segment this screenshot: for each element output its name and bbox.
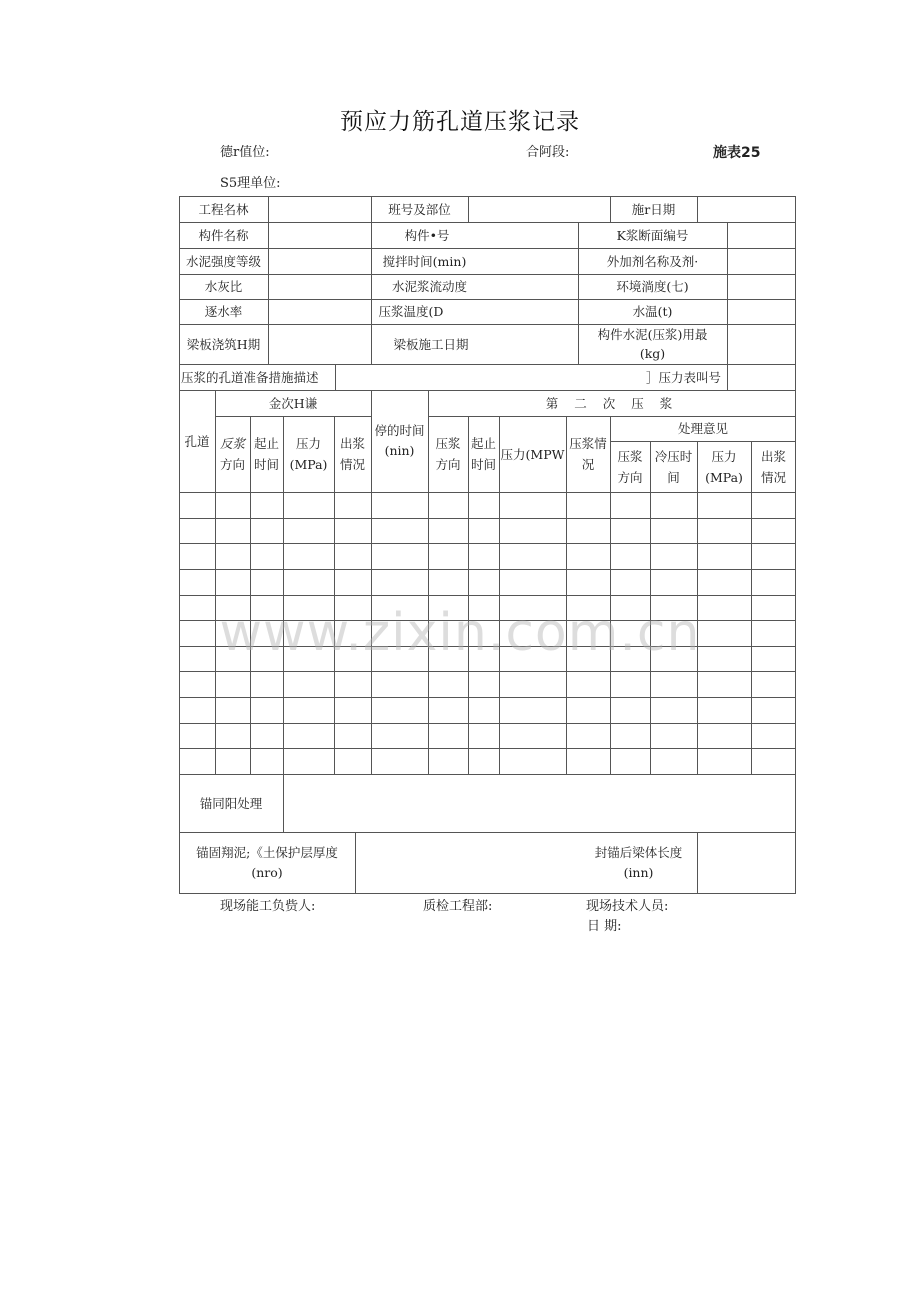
start-stop-header-2: 起止 时间 xyxy=(470,436,496,472)
water-cement-ratio-label: 水灰比 xyxy=(204,279,243,294)
direction-header-italic: 反浆 xyxy=(219,436,245,451)
direction-header-text: 方向 xyxy=(219,457,245,472)
duct-preparation-label: 压浆的孔道准备措施描述 xyxy=(181,369,319,385)
beam-construct-date-label: 梁板施工日期 xyxy=(393,336,469,352)
anchor-treatment-label: 锚同阳处理 xyxy=(199,795,263,811)
pressure-gauge-number-label: ］压力表叫号 xyxy=(645,369,721,385)
duct-label: 孔道 xyxy=(184,433,210,449)
site-manager-label: 现场能工负赀人: xyxy=(220,899,316,914)
second-grouting-label: 第 二 次 压 浆 xyxy=(545,395,679,411)
fluidity-label: 水泥浆流动度 xyxy=(391,279,467,294)
watermark: www.zixin.com.cn xyxy=(219,603,701,663)
beam-length-label: 封锚后梁体长度 (inn) xyxy=(594,844,683,880)
outflow-header-3: 出浆 情况 xyxy=(760,448,786,485)
outflow-header: 出浆 情况 xyxy=(339,436,365,472)
team-part-label: 班号及部位 xyxy=(388,201,451,217)
water-temperature-label: 水温(t) xyxy=(632,304,673,319)
component-number-label: 构件•号 xyxy=(404,227,450,243)
beam-cast-date-label: 梁板浇筑H期 xyxy=(186,336,261,352)
ambient-temperature-label: 环境淌度(七) xyxy=(616,279,689,294)
treatment-label: 处理意见 xyxy=(677,421,728,436)
start-stop-header: 起止 时间 xyxy=(253,436,279,472)
date-label: 日 期: xyxy=(587,919,622,934)
grout-direction-header-3: 压浆 方向 xyxy=(617,448,643,485)
form-number: 施表25 xyxy=(713,145,761,161)
grout-direction-header: 压浆 方向 xyxy=(435,436,461,472)
pause-time-label: 停的时间 (nin) xyxy=(374,423,425,458)
mix-time-label: 搅拌时间(min) xyxy=(382,253,467,269)
pressure-header-2: 压力(MPW xyxy=(500,446,565,462)
bleeding-rate-label: 逐水率 xyxy=(204,304,243,319)
tech-staff-label: 现场技术人员: xyxy=(586,899,669,914)
cement-usage-label: 构件水泥(压浆)用最 (kg) xyxy=(597,327,708,361)
pressure-header-3: 压力 (MPa) xyxy=(705,448,743,485)
construction-date-label: 施r日期 xyxy=(631,201,676,217)
anchor-cover-label: 锚固翔泥;《土保护层厚度 (nro) xyxy=(196,844,338,880)
supervision-unit-label: S5理单位: xyxy=(220,176,281,191)
component-name-label: 构件名称 xyxy=(198,227,249,243)
page-title: 预应力筋孔道压浆记录 xyxy=(340,109,580,135)
project-name-label: 工程名林 xyxy=(198,201,249,217)
cold-press-time-header: 冷压时 间 xyxy=(654,448,693,485)
section-number-label: K浆断面编号 xyxy=(616,227,689,243)
first-grouting-label: 金次H谦 xyxy=(268,395,318,411)
admixture-label: 外加剂名称及剂· xyxy=(606,253,699,269)
grout-status-header: 压浆情 况 xyxy=(569,436,607,472)
construction-unit-label: 德r值位: xyxy=(220,145,270,160)
contract-section-label: 合阿段: xyxy=(526,145,570,160)
qc-dept-label: 质检工程部: xyxy=(423,899,493,914)
cement-grade-label: 水泥强度等级 xyxy=(185,253,261,269)
direction-header xyxy=(215,416,250,492)
grout-temperature-label: 压浆温度(D xyxy=(378,304,444,319)
pressure-header: 压力 (MPa) xyxy=(289,436,328,472)
